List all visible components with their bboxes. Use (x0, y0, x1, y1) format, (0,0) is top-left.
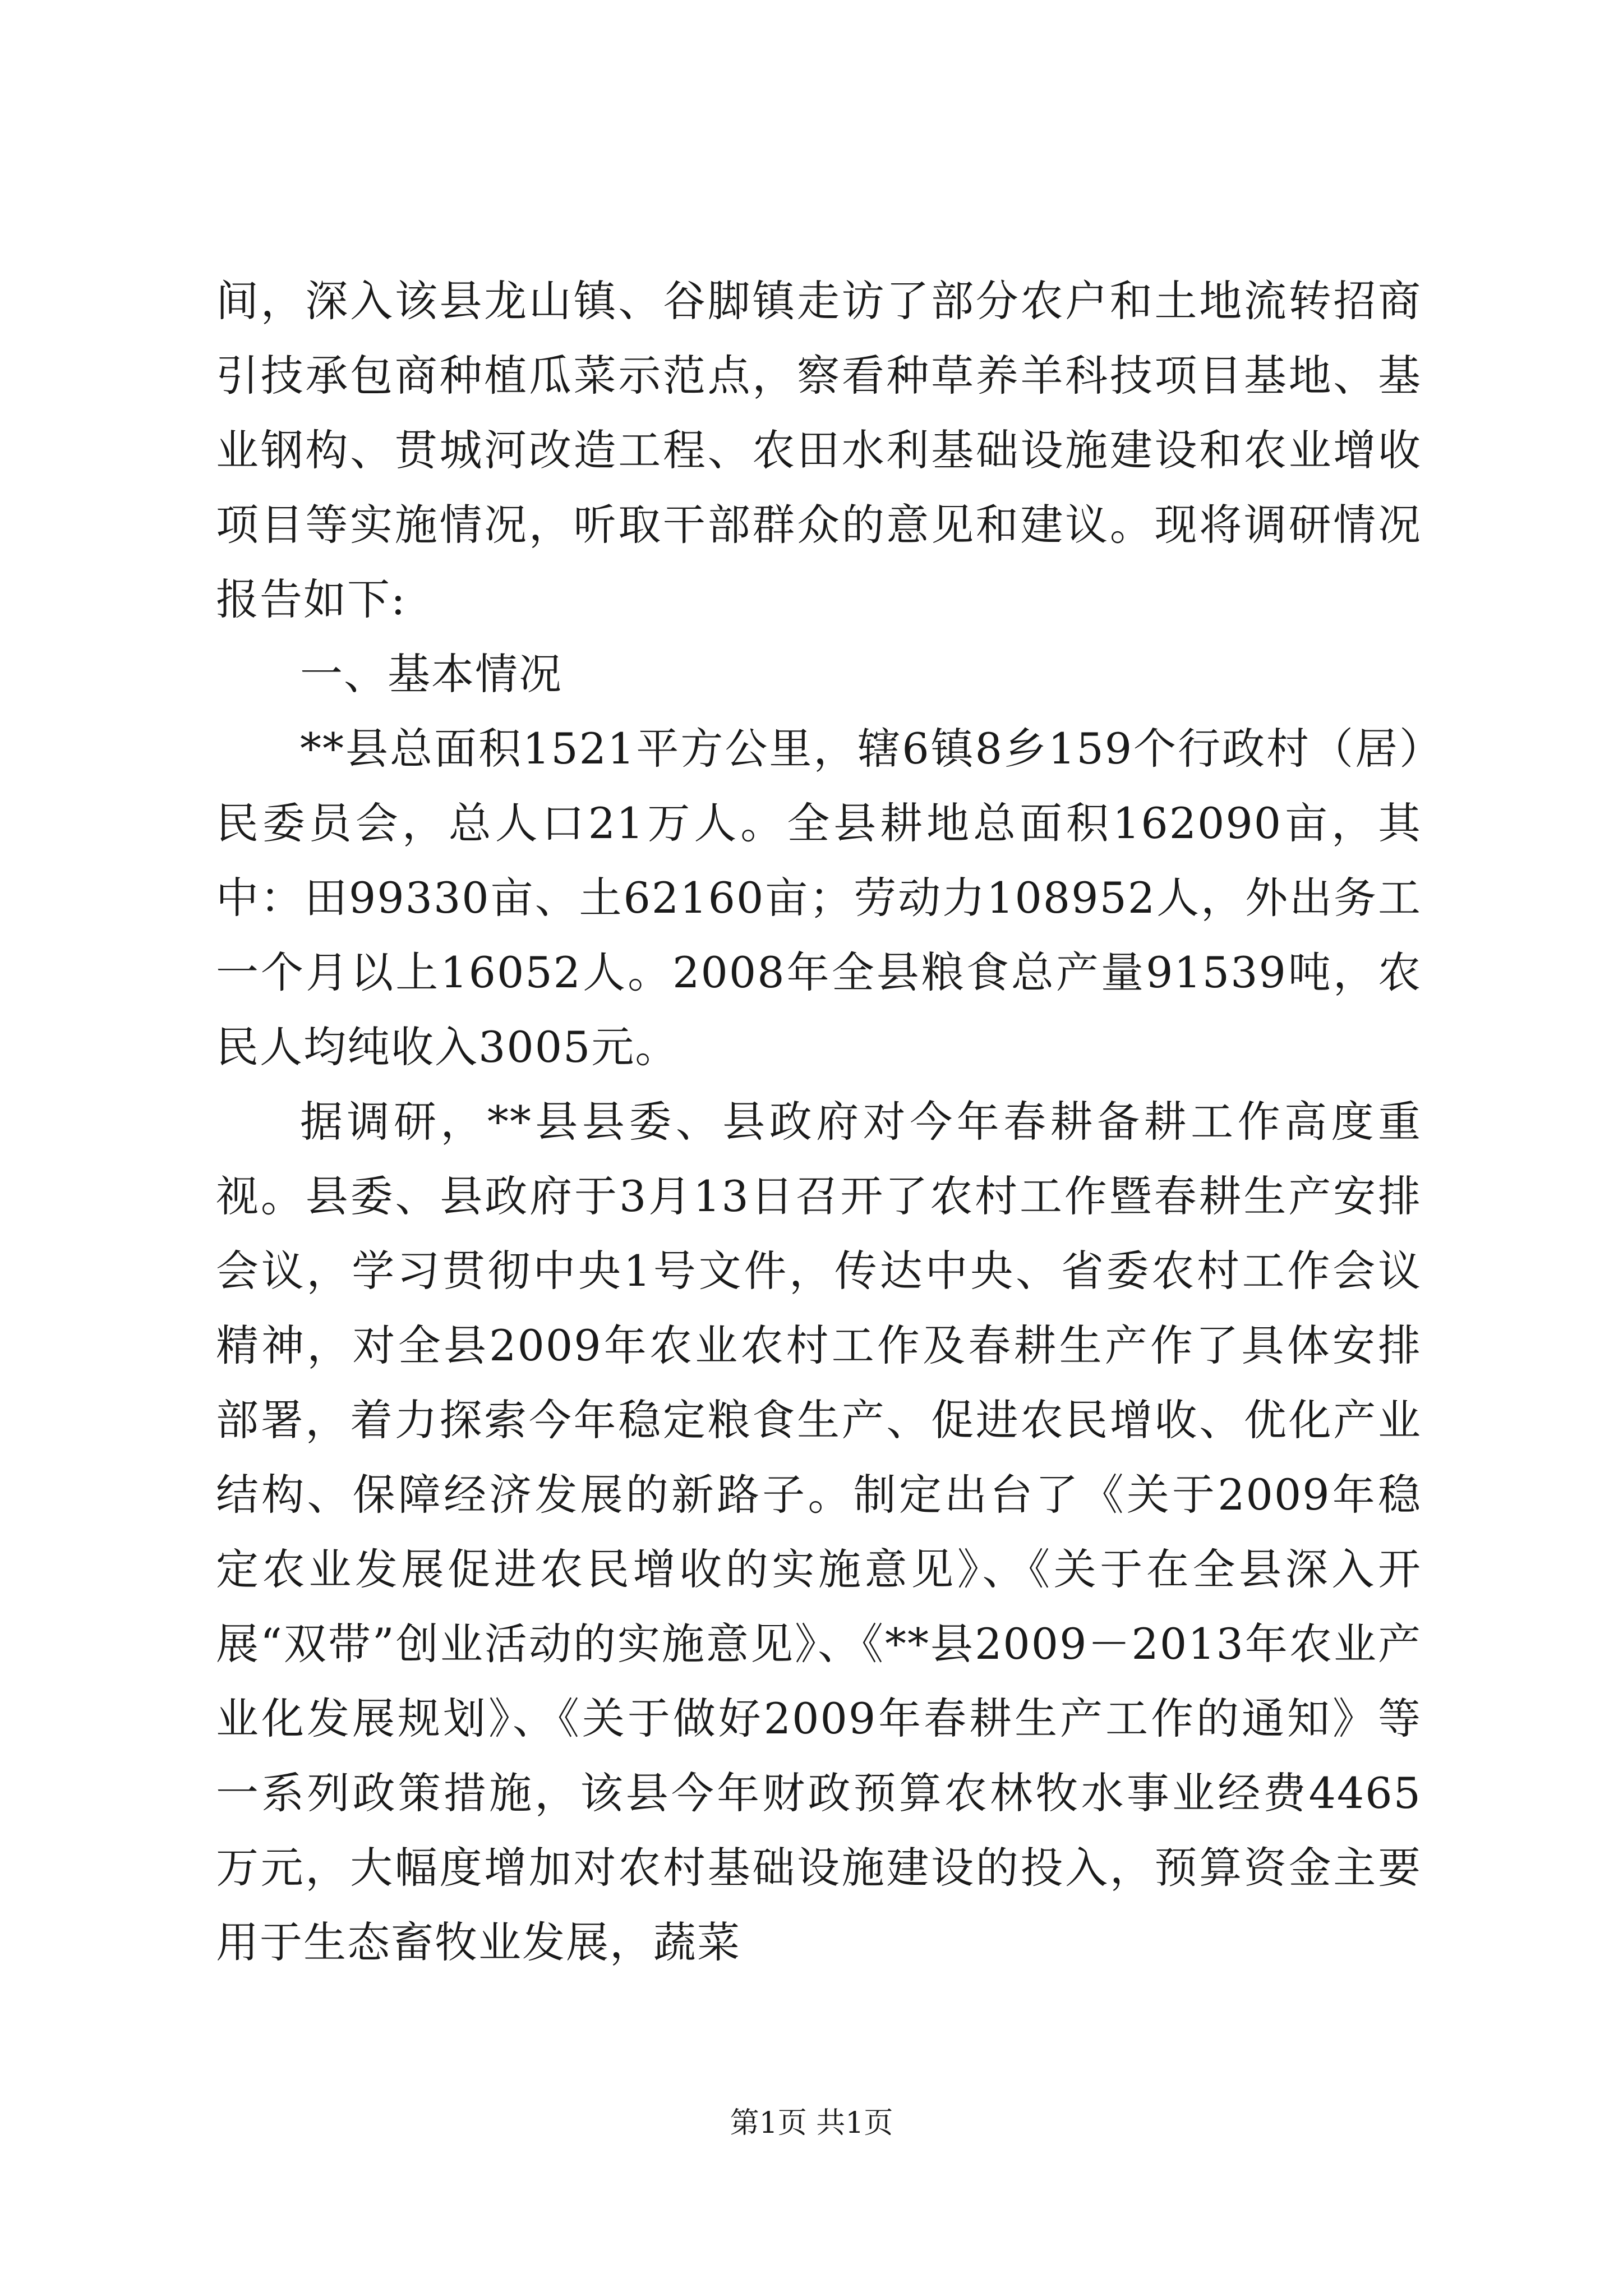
paragraph-county-overview: **县总面积1521平方公里，辖6镇8乡159个行政村（居）民委员会，总人口21万人。全县耕地总面积162090亩，其中：田99330亩、土62160亩；劳动力108952人，外出务工一个月以上16052人。2008年全县粮食总产量91539吨，农民人均纯收入3005元。 (216, 724, 1422, 1072)
paragraph-intro-continuation: 间，深入该县龙山镇、谷脚镇走访了部分农户和土地流转招商引技承包商种植瓜菜示范点，察看种草养羊科技项目基地、基业钢构、贯城河改造工程、农田水利基础设施建设和农业增收项目等实施情况，听取干部群众的意见和建议。现将调研情况报告如下: (216, 276, 1422, 624)
page-footer: 第1页 共1页 (730, 2106, 893, 2140)
paragraph-spring-plowing: 据调研，**县县委、县政府对今年春耕备耕工作高度重视。县委、县政府于3月13日召开了农村工作暨春耕生产安排会议，学习贯彻中央1号文件，传达中央、省委农村工作会议精神，对全县2009年农业农村工作及春耕生产作了具体安排部署，着力探索今年稳定粮食生产、促进农民增收、优化产业结构、保障经济发展的新路子。制定出台了《关于2009年稳定农业发展促进农民增收的实施意见》、《关于在全县深入开展“双带”创业活动的实施意见》、《**县2009－2013年农业产业化发展规划》、《关于做好2009年春耕生产工作的通知》等一系列政策措施，该县今年财政预算农林牧水事业经费4465万元，大幅度增加对农村基础设施建设的投入，预算资金主要用于生态畜牧业发展，蔬菜 (216, 1097, 1422, 1967)
section-heading-basic-situation: 一、基本情况 (300, 649, 562, 699)
document-body (216, 264, 1422, 1980)
